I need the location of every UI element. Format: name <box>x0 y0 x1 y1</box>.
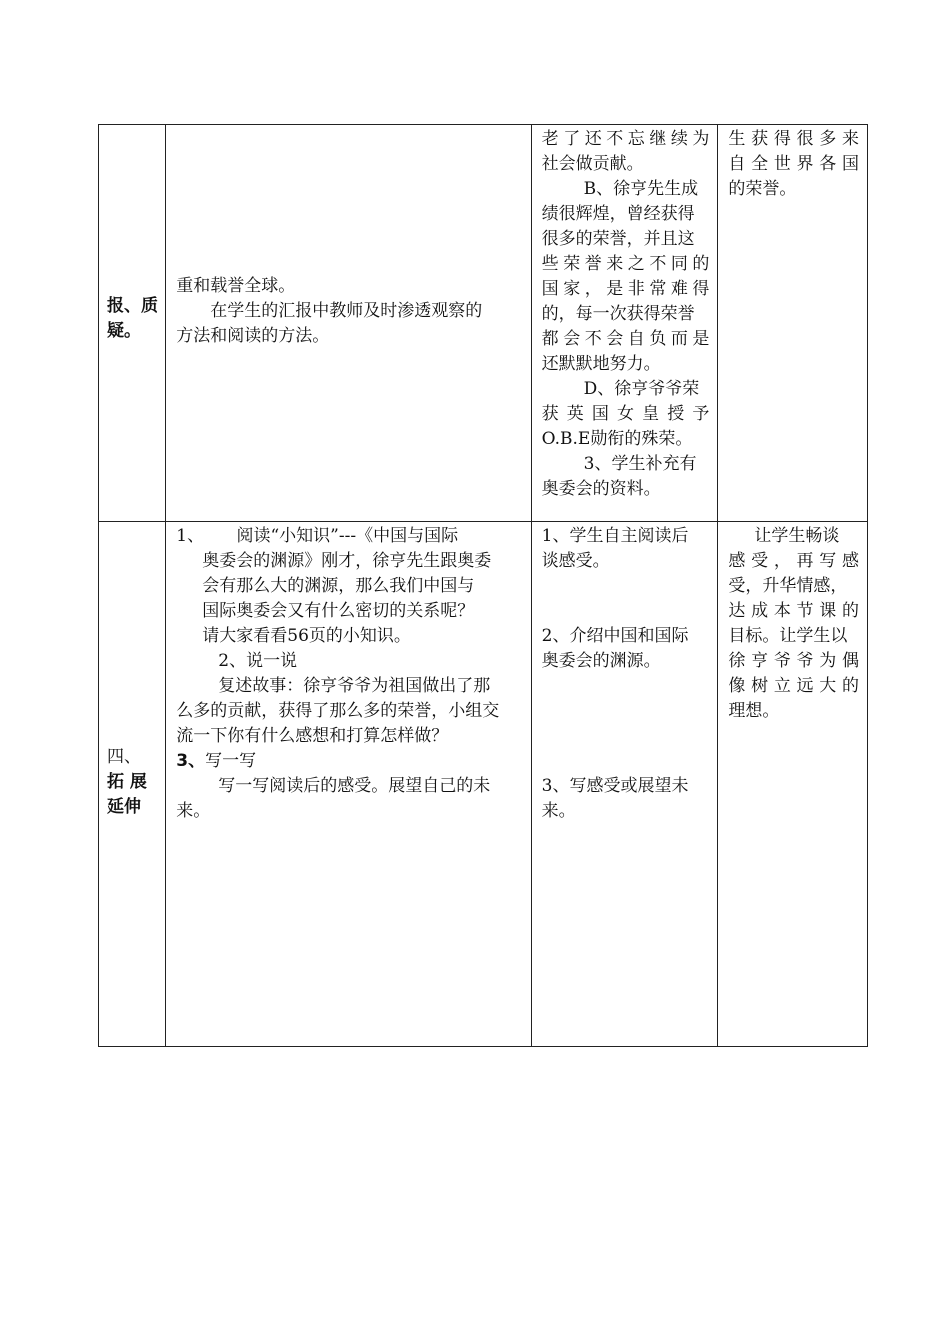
design-intent-text: 生获得很多来 自全世界各国 的荣誉。 <box>728 129 859 199</box>
stage-cell <box>99 522 166 1047</box>
design-intent-cell <box>718 125 868 522</box>
teacher-activity-cell <box>166 125 531 522</box>
design-intent-cell <box>718 522 868 1047</box>
lesson-plan-table <box>98 124 868 1047</box>
stage-label: 四、 拓 展 延伸 <box>107 746 147 817</box>
design-intent-text: 让学生畅谈 感受，再写感 受，升华情感， 达成本节课的 目标。让学生以 徐亨爷爷为偶 像树立远大的 理想。 <box>728 526 859 721</box>
student-activity-text: 老了还不忘继续为 社会做贡献。 B、徐亨先生成 绩很辉煌，曾经获得 很多的荣誉，并且这 些荣誉来之不同的 国家，是非常难得 的，每一次获得荣誉 都会不会自负而是 还默默地努力。 D、徐亨爷爷荣 获英国女皇授予 O.B.E勋衔的殊荣。 3、学生补充有 奥委会的资料。 <box>541 129 710 499</box>
student-activity-cell <box>531 522 718 1047</box>
stage-cell <box>99 125 166 522</box>
table-row <box>99 125 868 522</box>
teacher-activity-text: 重和载誉全球。 在学生的汇报中教师及时渗透观察的 方法和阅读的方法。 <box>176 275 483 346</box>
teacher-activity-text: 1、 阅读“小知识”---《中国与国际 奥委会的渊源》刚才，徐亨先生跟奥委 会有那么大的渊源，那么我们中国与 国际奥委会又有什么密切的关系呢？ 请大家看看56页的小知识。 2、说一说 复述故事：徐亨爷爷为祖国做出了那 么多的贡献，获得了那么多的荣誉，小组交 流一下你有什么感想和打算怎样做？ 3、写一写 写一写阅读后的感受。展望自己的未 来。 <box>176 526 500 821</box>
table-row <box>99 522 868 1047</box>
teacher-activity-cell <box>166 522 531 1047</box>
student-activity-cell <box>531 125 718 522</box>
student-activity-text: 1、学生自主阅读后 谈感受。 2、介绍中国和国际 奥委会的渊源。 3、写感受或展望未 来。 <box>541 526 689 821</box>
stage-label: 报、质 疑。 <box>107 296 158 341</box>
